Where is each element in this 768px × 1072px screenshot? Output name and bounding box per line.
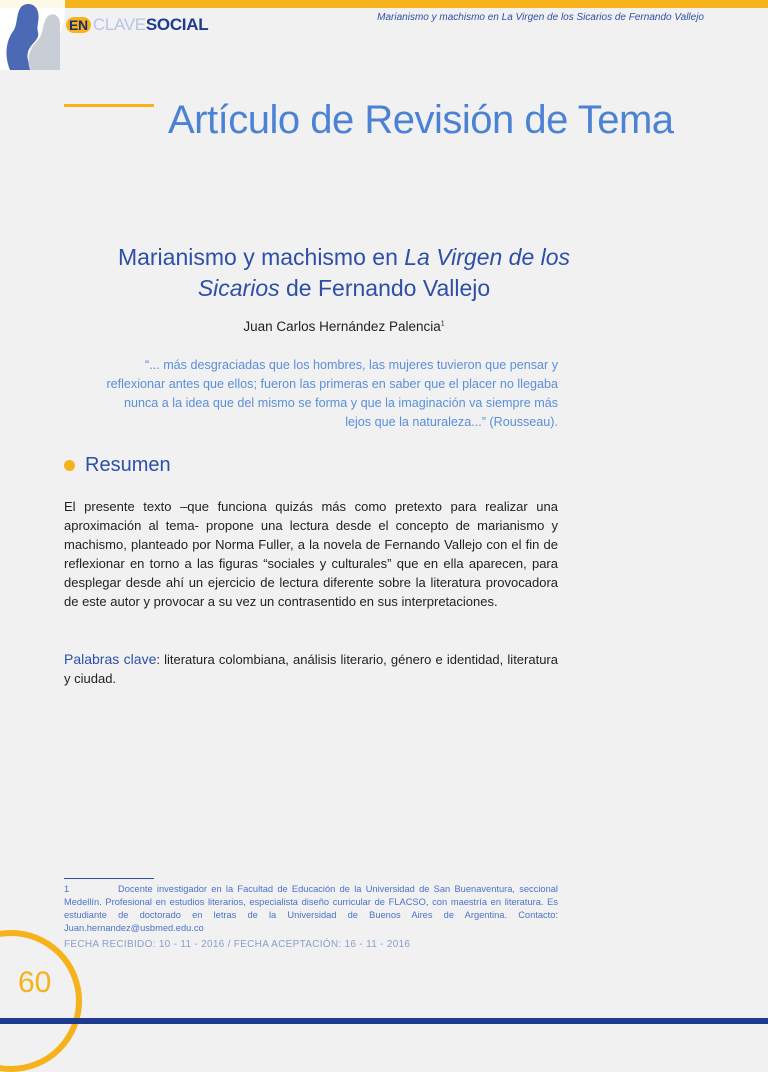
article-title-pre: Marianismo y machismo en bbox=[117, 244, 405, 270]
resumen-heading bbox=[64, 454, 171, 477]
logo-social: SOCIAL bbox=[145, 15, 209, 34]
keywords-list: : literatura colombiana, análisis literario, género e identidad, literatura y ciudad. bbox=[64, 652, 558, 686]
logo-clave: CLAVE bbox=[92, 15, 146, 34]
logo-en: EN bbox=[66, 17, 91, 33]
received-accepted-dates: FECHA RECIBIDO: 10 - 11 - 2016 / FECHA ACEPTACIÓN: 16 - 11 - 2016 bbox=[64, 939, 411, 950]
bullet-icon bbox=[64, 460, 75, 471]
top-accent-bar bbox=[0, 0, 768, 8]
bottom-corner-decoration bbox=[0, 930, 82, 1072]
keywords bbox=[64, 650, 558, 688]
page-number: 60 bbox=[18, 966, 52, 999]
epigraph-quote: “... más desgraciadas que los hombres, las mujeres tuvieron que pensar y reflexionar antes que ellos; fueron las primeras en saber que el placer no llegaba nunca a la idea que del mismo se forma y que la imaginación va siempre más lejos que la naturaleza...” (Rousseau). bbox=[106, 358, 558, 429]
author-line bbox=[64, 319, 624, 334]
footnote-rule bbox=[64, 878, 154, 879]
section-label: Artículo de Revisión de Tema bbox=[168, 98, 674, 142]
article-title bbox=[64, 242, 624, 304]
journal-logo bbox=[66, 14, 208, 36]
article-title-italic-2: Sicarios bbox=[197, 275, 280, 301]
footnote-text: Docente investigador en la Facultad de Educación de la Universidad de San Buenaventura, seccional Medellín. Profesional en estudios literarios, especialista diseño curricular de FLACSO, con maestría en literatura. Es estudiante de doctorado en letras de la Universidad de Buenos Aires de Argentina. Contacto: Juan.hernandez@usbmed.edu.co bbox=[64, 884, 558, 933]
title-accent-rule bbox=[64, 104, 154, 107]
resumen-heading-text: Resumen bbox=[85, 454, 171, 476]
bottom-accent-bar bbox=[0, 1018, 768, 1024]
keywords-label: Palabras clave bbox=[64, 651, 157, 667]
article-title-post: de Fernando Vallejo bbox=[279, 275, 491, 301]
author-footnote-ref[interactable]: 1 bbox=[440, 320, 445, 328]
abstract-body: El presente texto –que funciona quizás más como pretexto para realizar una aproximación al tema- propone una lectura desde el concepto de marianismo y machismo, planteado por Norma Fuller, a la novela de Fernando Vallejo con el fin de reflexionar en torno a las figuras “sociales y culturales” que en ella aparecen, para desplegar desde ahí un ejercicio de lectura diferente sobre la literatura provocadora de este autor y provocar a su vez un contrasentido en sus interpretaciones. bbox=[64, 499, 558, 609]
footnote bbox=[64, 883, 558, 935]
footnote-number: 1 bbox=[64, 884, 70, 894]
article-title-italic-1: La Virgen de los bbox=[404, 244, 571, 270]
running-head: Marianismo y machismo en La Virgen de los Sicarios de Fernando Vallejo bbox=[377, 12, 704, 23]
author-name: Juan Carlos Hernández Palencia bbox=[243, 319, 441, 334]
faces-logo-icon bbox=[0, 0, 60, 70]
